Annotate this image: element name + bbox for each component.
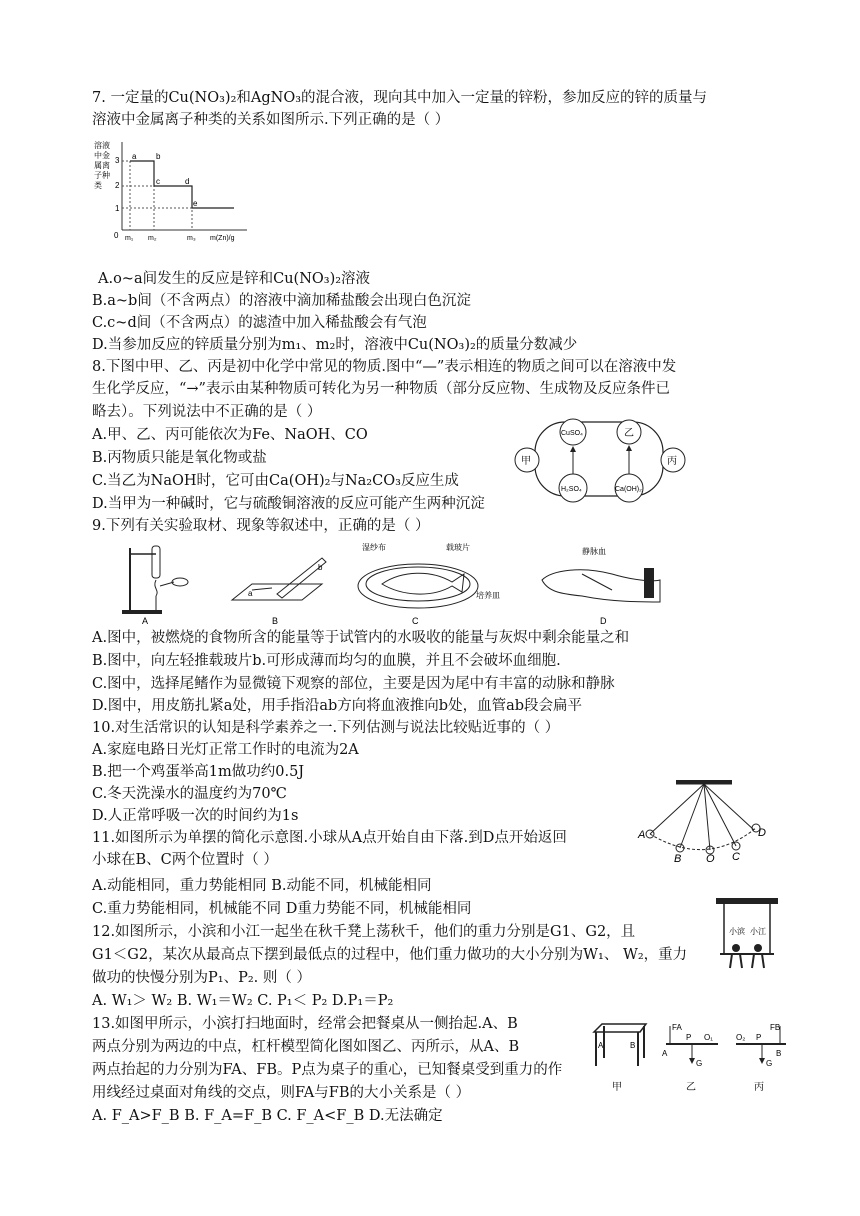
q7-point-b: b [156, 152, 161, 161]
q8-option-b: B.丙物质只能是氧化物或盐 [92, 450, 267, 466]
q9-label-dish: 培养皿 [476, 591, 500, 600]
q7-point-e: e [193, 199, 198, 208]
q10-stem: 10.对生活常识的认知是科学素养之一.下列估测与说法比较贴近事的（ ） [92, 720, 560, 736]
q12-stem-line3: 做功的快慢分别为P₁、P₂. 则（ ） [92, 970, 311, 986]
q9-label-slide: 载玻片 [446, 543, 470, 552]
q10-option-c: C.冬天洗澡水的温度约为70℃ [92, 786, 287, 802]
q7-xtick-m3: m₃ [187, 235, 196, 242]
q13-table-figures [590, 1018, 790, 1098]
q7-point-c: c [156, 177, 160, 186]
q7-point-d: d [185, 177, 190, 186]
q7-xtick-m1: m₁ [125, 235, 134, 242]
q7-option-a: A.o~a间发生的反应是锌和Cu(NO₃)₂溶液 [98, 271, 371, 287]
q11-pendulum-figure [636, 778, 770, 864]
q11-point-a: A [638, 829, 646, 841]
q11-options-line2: C.重力势能相同，机械能不同 D重力势能不同，机械能相同 [92, 901, 472, 917]
q9-label-wet-gauze: 湿纱布 [362, 543, 386, 552]
q13-label-jia: 甲 [612, 1082, 622, 1093]
q8-option-a: A.甲、乙、丙可能依次为Fe、NaOH、CO [92, 427, 368, 443]
q7-stem-line2: 溶液中金属离子种类的关系如图所示.下列正确的是（ ） [92, 112, 450, 128]
q7-point-a: a [132, 152, 137, 161]
q7-chart-ylabel: 溶液中金属离子种类 [94, 141, 110, 190]
q13-jia-point-b: B [630, 1041, 636, 1050]
q8-ring [535, 422, 663, 496]
q11-options-line1: A.动能相同，重力势能相同 B.动能不同，机械能相同 [92, 878, 432, 894]
q9-option-b: B.图中，向左轻推载玻片b.可形成薄而均匀的血膜，并且不会破坏血细胞. [92, 653, 561, 669]
q9-option-c: C.图中，选择尾鳍作为显微镜下观察的部位，主要是因为尾中有丰富的动脉和静脉 [92, 676, 615, 692]
q7-xtick-m2: m₂ [148, 235, 157, 242]
q13-fig-jia [594, 1024, 646, 1093]
q9-label-slide-b: b [318, 563, 323, 572]
q13-label-bing: 丙 [754, 1082, 764, 1093]
q7-ion-chart [92, 136, 252, 248]
q8-label-jia: 甲 [521, 456, 531, 467]
q13-yi-o1: O₁ [704, 1033, 713, 1042]
q7-step-line [130, 161, 234, 208]
q7-option-c: C.c~d间（不含两点）的滤渣中加入稀盐酸会有气泡 [92, 315, 427, 331]
q13-yi-a: A [662, 1049, 668, 1058]
q12-label-xiaobin: 小滨 [729, 927, 745, 936]
q13-yi-fa: FA [672, 1023, 682, 1032]
q8-label-h2so4: H₂SO₄ [561, 486, 582, 493]
q11-stem-line2: 小球在B、C两个位置时（ ） [92, 852, 278, 868]
q9-label-b: B [272, 616, 279, 624]
q11-point-o: O [706, 853, 715, 864]
q10-option-b: B.把一个鸡蛋举高1m做功约0.5J [92, 764, 305, 780]
q13-jia-point-a: A [598, 1041, 604, 1050]
q13-yi-g: G [696, 1059, 703, 1068]
q9-label-vein-blood: 静脉血 [582, 547, 606, 556]
q9-fig-d [542, 546, 660, 624]
q8-stem-line3: 略去）。下列说法中不正确的是（ ） [92, 404, 322, 420]
q12-label-xiaojiang: 小江 [750, 927, 766, 936]
q12-options: A. W₁＞ W₂ B. W₁＝W₂ C. P₁＜ P₂ D.P₁＝P₂ [92, 993, 394, 1009]
q9-option-d: D.图中，用皮筋扎紧a处，用手指沿ab方向将血液推向b处，血管ab段会扁平 [92, 698, 582, 714]
q7-option-d: D.当参加反应的锌质量分别为m₁、m₂时，溶液中Cu(NO₃)₂的质量分数减少 [92, 337, 578, 353]
q13-fig-bing [736, 1023, 786, 1093]
q7-option-b: B.a~b间（不含两点）的溶液中滴加稀盐酸会出现白色沉淀 [92, 293, 471, 309]
q9-label-d: D [600, 616, 607, 624]
q8-stem-line1: 8.下图中甲、乙、丙是初中化学中常见的物质.图中“—”表示相连的物质之间可以在溶液中发 [92, 359, 677, 375]
q7-ytick-3: 3 [115, 156, 120, 165]
q10-option-a: A.家庭电路日光灯正常工作时的电流为2A [92, 742, 359, 758]
q13-stem-line4: 用线经过桌面对角线的交点，则FA与FB的大小关系是（ ） [92, 1085, 471, 1101]
q11-point-c: C [732, 851, 740, 863]
q9-stem: 9.下列有关实验取材、现象等叙述中，正确的是（ ） [92, 518, 430, 534]
q12-swing-figure [714, 896, 780, 976]
q9-label-a: A [142, 616, 149, 624]
q9-label-c: C [412, 616, 419, 624]
q11-stem-line1: 11.如图所示为单摆的简化示意图.小球从A点开始自由下落.到D点开始返回 [92, 830, 567, 846]
q7-origin-label: 0 [114, 231, 119, 240]
q9-fig-b [232, 558, 326, 624]
q8-reaction-diagram [513, 418, 689, 508]
q13-label-yi: 乙 [686, 1082, 696, 1093]
q12-stem-line2: G1＜G2，某次从最高点下摆到最低点的过程中，他们重力做功的大小分别为W₁、 W₂，重力 [92, 947, 688, 963]
q13-bing-fb: FB [770, 1023, 781, 1032]
q9-experiment-figures [112, 540, 672, 624]
q9-label-slide-a: a [248, 589, 253, 598]
q10-option-d: D.人正常呼吸一次的时间约为1s [92, 808, 299, 824]
q9-fig-c [358, 542, 500, 624]
q7-ytick-1: 1 [115, 204, 120, 213]
q8-label-yi: 乙 [624, 428, 634, 439]
q12-stem-line1: 12.如图所示，小滨和小江一起坐在秋千凳上荡秋千，他们的重力分别是G1、G2，且 [92, 924, 636, 940]
q11-point-b: B [674, 853, 682, 864]
q13-bing-b: B [776, 1049, 782, 1058]
q11-point-d: D [758, 827, 766, 839]
q8-option-c: C.当乙为NaOH时，它可由Ca(OH)₂与Na₂CO₃反应生成 [92, 473, 459, 489]
q13-stem-line3: 两点抬起的力分别为FA、FB。P点为桌子的重心，已知餐桌受到重力的作 [92, 1062, 563, 1078]
q13-stem-line1: 13.如图甲所示，小滨打扫地面时，经常会把餐桌从一侧抬起.A、B [92, 1016, 518, 1032]
q7-ytick-2: 2 [115, 181, 120, 190]
q13-bing-o2: O₂ [736, 1033, 746, 1042]
q13-bing-g: G [766, 1059, 773, 1068]
q13-bing-p: P [756, 1033, 762, 1042]
q7-stem-line1: 7. 一定量的Cu(NO₃)₂和AgNO₃的混合液，现向其中加入一定量的锌粉，参加反应的锌的质量与 [92, 90, 708, 106]
q13-options: A. F_A>F_B B. F_A=F_B C. F_A<F_B D.无法确定 [92, 1108, 443, 1124]
q8-label-cuso4: CuSO₄ [561, 430, 583, 437]
q8-label-caoh2: Ca(OH)₂ [615, 486, 642, 493]
q8-option-d: D.当甲为一种碱时，它与硫酸铜溶液的反应可能产生两种沉淀 [92, 496, 485, 512]
q9-option-a: A.图中，被燃烧的食物所含的能量等于试管内的水吸收的能量与灰烬中剩余能量之和 [92, 630, 630, 646]
q13-stem-line2: 两点分别为两边的中点，杠杆模型简化图如图乙、丙所示，从A、B [92, 1039, 520, 1055]
q9-fig-a [122, 546, 188, 624]
q8-stem-line2: 生化学反应，“→”表示由某种物质可转化为另一种物质（部分反应物、生成物及反应条件已 [92, 381, 670, 397]
q13-fig-yi [662, 1023, 718, 1093]
q13-yi-p: P [686, 1033, 692, 1042]
q8-label-bing: 丙 [667, 456, 677, 467]
q7-xlabel: m(Zn)/g [210, 235, 235, 242]
